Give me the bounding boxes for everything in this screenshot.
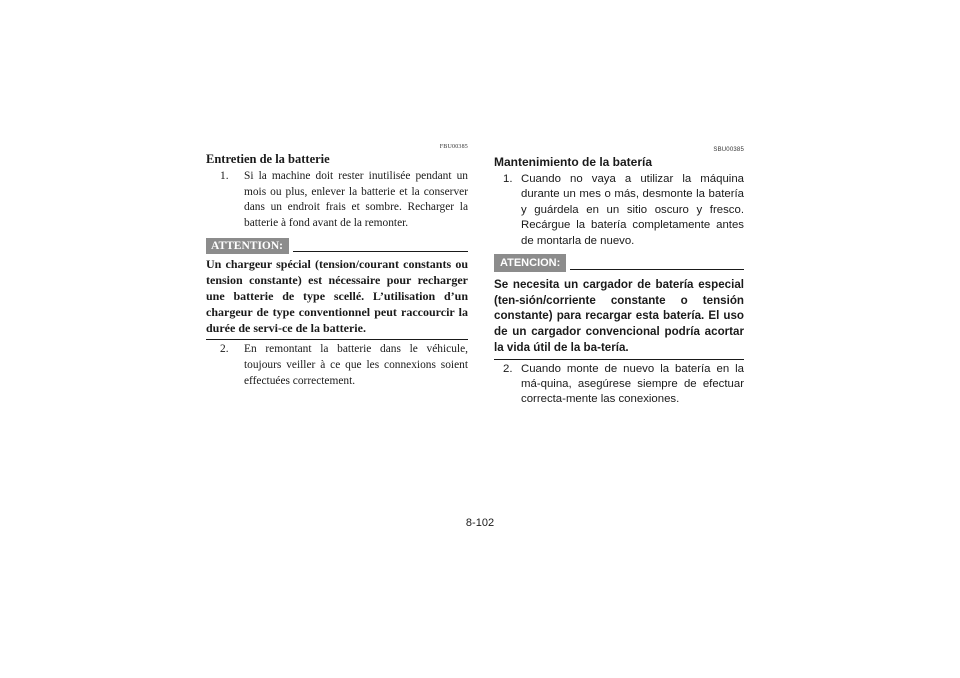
step-2 (494, 362, 744, 408)
section-code: FBU00385 (439, 144, 468, 150)
caution-badge: ATENCION: (494, 254, 566, 272)
section-code: SBU00385 (713, 147, 744, 153)
step-text: Cuando no vaya a utilizar la máquina durante un mes o más, desmonte la batería y guárdela en un sitio oscuro y fresco. Recárgue la batería completamente antes de montarla de nuevo. (521, 173, 744, 247)
step-number: 1. (503, 173, 513, 185)
caution-rule (570, 269, 744, 270)
page-number: 8-102 (465, 517, 495, 529)
caution-header (494, 253, 744, 272)
caution-end-rule (494, 359, 744, 360)
caution-rule (293, 251, 468, 252)
french-column (206, 143, 468, 389)
spanish-column (494, 146, 744, 408)
step-text: Cuando monte de nuevo la batería en la má-quina, asegúrese siempre de efectuar correcta-mente las conexiones. (521, 362, 744, 406)
caution-text: Se necesita un cargador de batería especial (ten-sión/corriente constante o tensión constante) para recargar esta batería. El uso de un cargador convencional podría acortar la vida útil de la ba-tería. (494, 278, 744, 354)
section-heading: Entretien de la batterie (206, 152, 330, 166)
section-heading: Mantenimiento de la batería (494, 155, 653, 169)
step-text: En remontant la batterie dans le véhicule, toujours veiller à ce que les connexions soient effectuées correctement. (244, 343, 468, 387)
step-1 (206, 169, 468, 231)
step-2 (206, 342, 468, 389)
caution-end-rule (206, 339, 468, 340)
caution-header (206, 235, 468, 254)
step-number: 2. (503, 362, 513, 375)
step-text: Si la machine doit rester inutilisée pendant un mois ou plus, enlever la batterie et la conserver dans un endroit frais et sombre. Recharger la batterie à fond avant de la remonter. (244, 170, 468, 229)
step-1 (494, 172, 744, 249)
step-number: 1. (220, 170, 229, 182)
caution-badge: ATTENTION: (206, 238, 289, 254)
caution-text: Un chargeur spécial (tension/courant constants ou tension constante) est nécessaire pour recharger une batterie de type scellé. L’utilisation d’un chargeur de type conventionnel peut raccourcir la durée de servi-ce de la batterie. (206, 257, 468, 335)
step-number: 2. (220, 343, 229, 356)
